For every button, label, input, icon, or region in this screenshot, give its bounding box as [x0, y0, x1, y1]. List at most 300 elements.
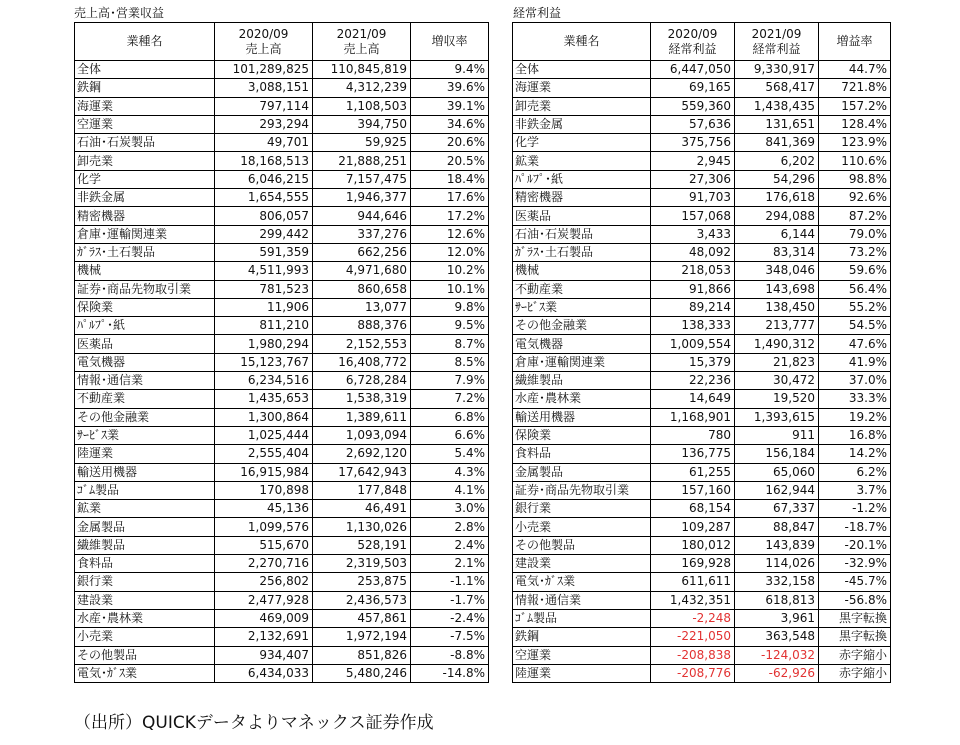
rate-cell: 54.5% [819, 317, 891, 335]
rate-cell: 赤字縮小 [819, 646, 891, 664]
rate-cell: 2.1% [411, 555, 489, 573]
table-row [75, 170, 489, 188]
header-profit-growth: 増益率 [819, 23, 891, 61]
rate-cell: 6.2% [819, 463, 891, 481]
industry-cell: ﾊﾟﾙﾌﾟ･紙 [75, 317, 215, 335]
value-2021-cell: 1,093,094 [313, 426, 411, 444]
rate-cell: 123.9% [819, 134, 891, 152]
rate-cell: 19.2% [819, 408, 891, 426]
value-2021-cell: 67,337 [735, 500, 819, 518]
industry-cell: 電気機器 [75, 353, 215, 371]
table-row [513, 628, 891, 646]
table-row [75, 445, 489, 463]
value-2020-cell: 138,333 [651, 317, 735, 335]
value-2020-cell: 157,068 [651, 207, 735, 225]
value-2020-cell: 811,210 [215, 317, 313, 335]
value-2020-cell: 3,088,151 [215, 79, 313, 97]
rate-cell: 59.6% [819, 262, 891, 280]
rate-cell: 黒字転換 [819, 609, 891, 627]
value-2020-cell: 170,898 [215, 481, 313, 499]
value-2021-cell: 348,046 [735, 262, 819, 280]
value-2021-cell: 114,026 [735, 555, 819, 573]
industry-cell: 医薬品 [513, 207, 651, 225]
value-2021-cell: 143,698 [735, 280, 819, 298]
rate-cell: 20.6% [411, 134, 489, 152]
table-row [513, 298, 891, 316]
industry-cell: ｺﾞﾑ製品 [513, 609, 651, 627]
table-row [513, 262, 891, 280]
table-row [75, 481, 489, 499]
value-2020-cell: 6,434,033 [215, 664, 313, 682]
value-2021-cell: 88,847 [735, 518, 819, 536]
value-2020-cell: 6,447,050 [651, 61, 735, 79]
table-row [75, 79, 489, 97]
value-2020-cell: 934,407 [215, 646, 313, 664]
industry-cell: 小売業 [75, 628, 215, 646]
value-2021-cell: 294,088 [735, 207, 819, 225]
industry-cell: その他金融業 [513, 317, 651, 335]
value-2020-cell: 1,025,444 [215, 426, 313, 444]
value-2020-cell: 91,703 [651, 189, 735, 207]
value-2020-cell: 611,611 [651, 573, 735, 591]
value-2021-cell: 1,972,194 [313, 628, 411, 646]
value-2021-cell: 1,946,377 [313, 189, 411, 207]
table-row [75, 372, 489, 390]
value-2021-cell: -62,926 [735, 664, 819, 682]
profit-table [512, 22, 891, 683]
industry-cell: 建設業 [75, 591, 215, 609]
value-2021-cell: 394,750 [313, 115, 411, 133]
industry-cell: 水産･農林業 [513, 390, 651, 408]
value-2020-cell: 3,433 [651, 225, 735, 243]
rate-cell: 128.4% [819, 115, 891, 133]
rate-cell: 87.2% [819, 207, 891, 225]
value-2020-cell: 16,915,984 [215, 463, 313, 481]
sales-table-header [75, 23, 489, 61]
header-2021-sales: 2021/09 売上高 [313, 23, 411, 61]
value-2020-cell: 299,442 [215, 225, 313, 243]
industry-cell: 空運業 [513, 646, 651, 664]
value-2021-cell: 1,130,026 [313, 518, 411, 536]
industry-cell: 輸送用機器 [513, 408, 651, 426]
rate-cell: 6.6% [411, 426, 489, 444]
value-2021-cell: -124,032 [735, 646, 819, 664]
table-row [75, 317, 489, 335]
value-2020-cell: 22,236 [651, 372, 735, 390]
value-2021-cell: 1,393,615 [735, 408, 819, 426]
value-2020-cell: -208,776 [651, 664, 735, 682]
value-2020-cell: 6,046,215 [215, 170, 313, 188]
table-row [75, 280, 489, 298]
industry-cell: 倉庫･運輸関連業 [513, 353, 651, 371]
value-2020-cell: 14,649 [651, 390, 735, 408]
value-2021-cell: 13,077 [313, 298, 411, 316]
table-row [75, 335, 489, 353]
value-2020-cell: 68,154 [651, 500, 735, 518]
rate-cell: 20.5% [411, 152, 489, 170]
table-row [75, 353, 489, 371]
rate-cell: 18.4% [411, 170, 489, 188]
value-2021-cell: 528,191 [313, 536, 411, 554]
table-row [75, 262, 489, 280]
value-2021-cell: 54,296 [735, 170, 819, 188]
value-2021-cell: 21,888,251 [313, 152, 411, 170]
industry-cell: 小売業 [513, 518, 651, 536]
table-row [513, 280, 891, 298]
rate-cell: 7.2% [411, 390, 489, 408]
table-row [513, 390, 891, 408]
table-row [513, 207, 891, 225]
header-industry: 業種名 [75, 23, 215, 61]
industry-cell: 食料品 [75, 555, 215, 573]
source-note: （出所）QUICKデータよりマネックス証券作成 [74, 713, 434, 733]
rate-cell: 10.2% [411, 262, 489, 280]
value-2020-cell: 1,168,901 [651, 408, 735, 426]
value-2021-cell: 618,813 [735, 591, 819, 609]
value-2021-cell: 662,256 [313, 243, 411, 261]
table-row [75, 189, 489, 207]
value-2021-cell: 65,060 [735, 463, 819, 481]
value-2021-cell: 1,538,319 [313, 390, 411, 408]
industry-cell: 空運業 [75, 115, 215, 133]
table-row [75, 115, 489, 133]
value-2020-cell: 89,214 [651, 298, 735, 316]
rate-cell: 16.8% [819, 426, 891, 444]
rate-cell: 56.4% [819, 280, 891, 298]
rate-cell: 92.6% [819, 189, 891, 207]
rate-cell: -56.8% [819, 591, 891, 609]
rate-cell: -1.2% [819, 500, 891, 518]
table-row [513, 170, 891, 188]
rate-cell: 7.9% [411, 372, 489, 390]
industry-cell: 繊維製品 [75, 536, 215, 554]
table-row [75, 152, 489, 170]
rate-cell: 55.2% [819, 298, 891, 316]
value-2020-cell: -221,050 [651, 628, 735, 646]
industry-cell: 化学 [75, 170, 215, 188]
value-2020-cell: 293,294 [215, 115, 313, 133]
table-row [513, 79, 891, 97]
industry-cell: 石油･石炭製品 [513, 225, 651, 243]
table-row [75, 536, 489, 554]
table-row [513, 481, 891, 499]
table-row [75, 463, 489, 481]
value-2021-cell: 2,319,503 [313, 555, 411, 573]
value-2020-cell: 256,802 [215, 573, 313, 591]
industry-cell: 金属製品 [75, 518, 215, 536]
industry-cell: ｻｰﾋﾞｽ業 [513, 298, 651, 316]
table-row [513, 372, 891, 390]
value-2021-cell: 944,646 [313, 207, 411, 225]
table-row [513, 317, 891, 335]
value-2021-cell: 457,861 [313, 609, 411, 627]
rate-cell: 黒字転換 [819, 628, 891, 646]
value-2020-cell: 6,234,516 [215, 372, 313, 390]
table-row [75, 426, 489, 444]
table-row [75, 207, 489, 225]
table-row [75, 646, 489, 664]
table-row [75, 500, 489, 518]
rate-cell: -8.8% [411, 646, 489, 664]
header-2020-profit: 2020/09 経常利益 [651, 23, 735, 61]
value-2020-cell: 1,099,576 [215, 518, 313, 536]
table-row [513, 591, 891, 609]
table-row [513, 463, 891, 481]
value-2020-cell: 45,136 [215, 500, 313, 518]
industry-cell: 電気･ｶﾞｽ業 [513, 573, 651, 591]
industry-cell: 化学 [513, 134, 651, 152]
value-2021-cell: 2,692,120 [313, 445, 411, 463]
rate-cell: 6.8% [411, 408, 489, 426]
industry-cell: 銀行業 [75, 573, 215, 591]
industry-cell: 不動産業 [513, 280, 651, 298]
value-2020-cell: 18,168,513 [215, 152, 313, 170]
value-2021-cell: 110,845,819 [313, 61, 411, 79]
rate-cell: 721.8% [819, 79, 891, 97]
value-2021-cell: 332,158 [735, 573, 819, 591]
industry-cell: 鉄鋼 [513, 628, 651, 646]
industry-cell: 精密機器 [513, 189, 651, 207]
rate-cell: 12.0% [411, 243, 489, 261]
rate-cell: 8.5% [411, 353, 489, 371]
rate-cell: 37.0% [819, 372, 891, 390]
profit-table-header [513, 23, 891, 61]
table-row [75, 518, 489, 536]
industry-cell: 海運業 [75, 97, 215, 115]
rate-cell: 9.4% [411, 61, 489, 79]
industry-cell: 水産･農林業 [75, 609, 215, 627]
sales-table [74, 22, 489, 683]
value-2021-cell: 4,312,239 [313, 79, 411, 97]
value-2020-cell: 1,009,554 [651, 335, 735, 353]
value-2020-cell: 515,670 [215, 536, 313, 554]
value-2020-cell: 2,477,928 [215, 591, 313, 609]
value-2020-cell: 2,555,404 [215, 445, 313, 463]
value-2021-cell: 143,839 [735, 536, 819, 554]
industry-cell: 卸売業 [513, 97, 651, 115]
rate-cell: -2.4% [411, 609, 489, 627]
value-2020-cell: 591,359 [215, 243, 313, 261]
value-2020-cell: 15,379 [651, 353, 735, 371]
table-row [513, 445, 891, 463]
rate-cell: -20.1% [819, 536, 891, 554]
value-2020-cell: 15,123,767 [215, 353, 313, 371]
table-row [75, 243, 489, 261]
rate-cell: 110.6% [819, 152, 891, 170]
value-2021-cell: 19,520 [735, 390, 819, 408]
table-row [75, 573, 489, 591]
table-row [75, 591, 489, 609]
value-2020-cell: 27,306 [651, 170, 735, 188]
table-row [513, 353, 891, 371]
table-row [513, 61, 891, 79]
value-2021-cell: 17,642,943 [313, 463, 411, 481]
industry-cell: その他金融業 [75, 408, 215, 426]
rate-cell: 17.6% [411, 189, 489, 207]
value-2020-cell: 559,360 [651, 97, 735, 115]
industry-cell: 証券･商品先物取引業 [513, 481, 651, 499]
table-row [513, 243, 891, 261]
industry-cell: 全体 [75, 61, 215, 79]
table-row [513, 97, 891, 115]
industry-cell: 機械 [513, 262, 651, 280]
table-row [513, 335, 891, 353]
industry-cell: 石油･石炭製品 [75, 134, 215, 152]
value-2021-cell: 3,961 [735, 609, 819, 627]
rate-cell: 44.7% [819, 61, 891, 79]
rate-cell: 73.2% [819, 243, 891, 261]
rate-cell: 47.6% [819, 335, 891, 353]
value-2020-cell: 49,701 [215, 134, 313, 152]
rate-cell: 8.7% [411, 335, 489, 353]
profit-table-title: 経常利益 [513, 6, 562, 20]
value-2021-cell: 911 [735, 426, 819, 444]
table-row [75, 664, 489, 682]
value-2021-cell: 337,276 [313, 225, 411, 243]
rate-cell: 10.1% [411, 280, 489, 298]
industry-cell: 非鉄金属 [513, 115, 651, 133]
table-row [513, 152, 891, 170]
table-row [513, 536, 891, 554]
value-2020-cell: 136,775 [651, 445, 735, 463]
value-2020-cell: 781,523 [215, 280, 313, 298]
table-row [75, 298, 489, 316]
table-row [75, 390, 489, 408]
table-row [75, 61, 489, 79]
value-2020-cell: 57,636 [651, 115, 735, 133]
value-2021-cell: 16,408,772 [313, 353, 411, 371]
value-2020-cell: 1,435,653 [215, 390, 313, 408]
table-row [75, 134, 489, 152]
table-row [513, 500, 891, 518]
rate-cell: -7.5% [411, 628, 489, 646]
value-2021-cell: 9,330,917 [735, 61, 819, 79]
value-2021-cell: 213,777 [735, 317, 819, 335]
rate-cell: 39.1% [411, 97, 489, 115]
table-row [75, 628, 489, 646]
rate-cell: -14.8% [411, 664, 489, 682]
value-2020-cell: 2,270,716 [215, 555, 313, 573]
industry-cell: 情報･通信業 [513, 591, 651, 609]
value-2021-cell: 253,875 [313, 573, 411, 591]
rate-cell: -1.1% [411, 573, 489, 591]
value-2021-cell: 6,728,284 [313, 372, 411, 390]
table-row [513, 426, 891, 444]
table-row [513, 189, 891, 207]
value-2021-cell: 30,472 [735, 372, 819, 390]
industry-cell: 電気･ｶﾞｽ業 [75, 664, 215, 682]
table-row [75, 555, 489, 573]
industry-cell: 不動産業 [75, 390, 215, 408]
industry-cell: 海運業 [513, 79, 651, 97]
industry-cell: その他製品 [75, 646, 215, 664]
industry-cell: 情報･通信業 [75, 372, 215, 390]
industry-cell: ｺﾞﾑ製品 [75, 481, 215, 499]
industry-cell: 鉱業 [513, 152, 651, 170]
industry-cell: 機械 [75, 262, 215, 280]
value-2021-cell: 6,144 [735, 225, 819, 243]
value-2021-cell: 7,157,475 [313, 170, 411, 188]
value-2020-cell: 91,866 [651, 280, 735, 298]
industry-cell: 陸運業 [75, 445, 215, 463]
industry-cell: ｻｰﾋﾞｽ業 [75, 426, 215, 444]
industry-cell: 鉱業 [75, 500, 215, 518]
rate-cell: 34.6% [411, 115, 489, 133]
value-2020-cell: 375,756 [651, 134, 735, 152]
industry-cell: ｶﾞﾗｽ･土石製品 [513, 243, 651, 261]
table-row [513, 609, 891, 627]
industry-cell: 全体 [513, 61, 651, 79]
rate-cell: 2.8% [411, 518, 489, 536]
value-2020-cell: 11,906 [215, 298, 313, 316]
value-2020-cell: 1,300,864 [215, 408, 313, 426]
value-2020-cell: 780 [651, 426, 735, 444]
industry-cell: 建設業 [513, 555, 651, 573]
value-2021-cell: 363,548 [735, 628, 819, 646]
value-2021-cell: 4,971,680 [313, 262, 411, 280]
value-2021-cell: 6,202 [735, 152, 819, 170]
rate-cell: 39.6% [411, 79, 489, 97]
industry-cell: 電気機器 [513, 335, 651, 353]
industry-cell: 繊維製品 [513, 372, 651, 390]
value-2021-cell: 1,389,611 [313, 408, 411, 426]
industry-cell: 輸送用機器 [75, 463, 215, 481]
rate-cell: 赤字縮小 [819, 664, 891, 682]
table-row [513, 408, 891, 426]
value-2020-cell: 180,012 [651, 536, 735, 554]
table-row [75, 97, 489, 115]
industry-cell: 金属製品 [513, 463, 651, 481]
table-row [513, 573, 891, 591]
value-2021-cell: 1,438,435 [735, 97, 819, 115]
rate-cell: 9.5% [411, 317, 489, 335]
value-2020-cell: 4,511,993 [215, 262, 313, 280]
value-2020-cell: 48,092 [651, 243, 735, 261]
rate-cell: 33.3% [819, 390, 891, 408]
rate-cell: 5.4% [411, 445, 489, 463]
industry-cell: 保険業 [75, 298, 215, 316]
industry-cell: その他製品 [513, 536, 651, 554]
table-row [75, 408, 489, 426]
value-2021-cell: 5,480,246 [313, 664, 411, 682]
industry-cell: 倉庫･運輸関連業 [75, 225, 215, 243]
value-2021-cell: 1,490,312 [735, 335, 819, 353]
sales-table-title: 売上高･営業収益 [74, 6, 165, 20]
value-2020-cell: 101,289,825 [215, 61, 313, 79]
value-2020-cell: 1,654,555 [215, 189, 313, 207]
rate-cell: 157.2% [819, 97, 891, 115]
value-2020-cell: -208,838 [651, 646, 735, 664]
value-2020-cell: 2,132,691 [215, 628, 313, 646]
value-2020-cell: 797,114 [215, 97, 313, 115]
industry-cell: 卸売業 [75, 152, 215, 170]
value-2021-cell: 2,152,553 [313, 335, 411, 353]
table-row [513, 555, 891, 573]
value-2021-cell: 138,450 [735, 298, 819, 316]
rate-cell: 9.8% [411, 298, 489, 316]
header-growth-rate: 増収率 [411, 23, 489, 61]
value-2020-cell: -2,248 [651, 609, 735, 627]
value-2020-cell: 169,928 [651, 555, 735, 573]
value-2020-cell: 806,057 [215, 207, 313, 225]
value-2020-cell: 1,432,351 [651, 591, 735, 609]
industry-cell: 鉄鋼 [75, 79, 215, 97]
rate-cell: 2.4% [411, 536, 489, 554]
rate-cell: 79.0% [819, 225, 891, 243]
table-row [513, 518, 891, 536]
value-2021-cell: 83,314 [735, 243, 819, 261]
industry-cell: ﾊﾟﾙﾌﾟ･紙 [513, 170, 651, 188]
